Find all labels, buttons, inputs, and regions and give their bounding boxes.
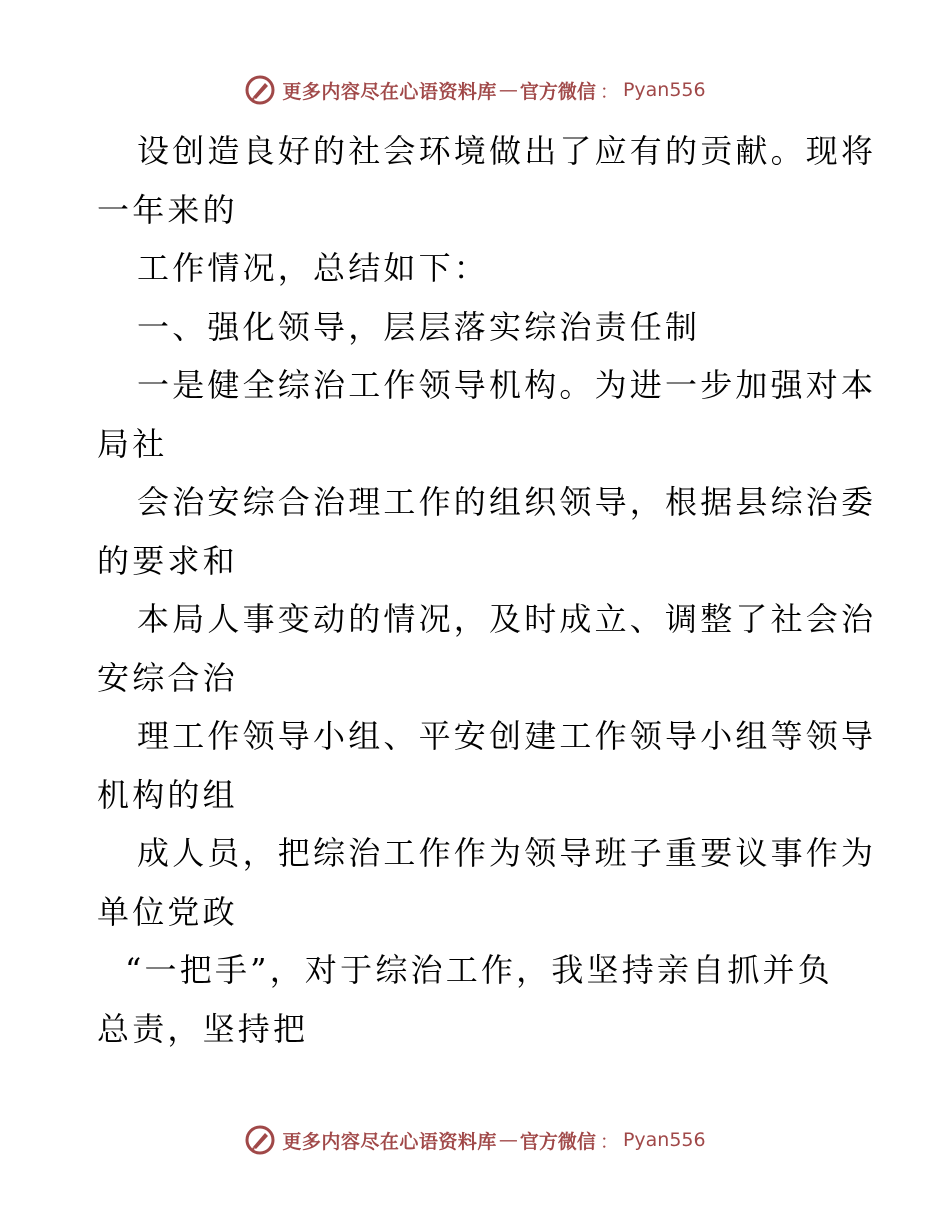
text-line: 一年来的: [97, 190, 238, 229]
text-line: 机构的组: [97, 775, 238, 814]
text-line: 设创造良好的社会环境做出了应有的贡献。现将: [137, 132, 877, 170]
watermark-colon: ：: [599, 1130, 619, 1153]
watermark-separator: —: [498, 79, 518, 101]
watermark-text: 更多内容尽在心语资料库: [282, 1130, 497, 1153]
pen-logo-icon: [244, 1124, 276, 1156]
watermark-id: Pyan556: [622, 79, 706, 101]
text-line: 会治安综合治理工作的组织领导，根据县综治委: [137, 483, 877, 521]
watermark-text: 更多内容尽在心语资料库: [282, 80, 497, 103]
watermark-separator: —: [498, 1129, 518, 1151]
watermark-footer: [0, 1120, 950, 1160]
text-line: 理工作领导小组、平安创建工作领导小组等领导: [137, 717, 877, 755]
text-line: 安综合治: [97, 658, 238, 697]
watermark-colon: ：: [599, 80, 619, 103]
text-line: 单位党政: [97, 892, 238, 931]
watermark-sub: 官方微信: [519, 1130, 596, 1153]
text-line: 的要求和: [97, 541, 238, 580]
document-body: [97, 122, 877, 1058]
text-line: 本局人事变动的情况，及时成立、调整了社会治: [137, 600, 877, 638]
text-line: 总责，坚持把: [97, 1009, 309, 1048]
pen-logo-icon: [244, 74, 276, 106]
watermark-header: [0, 70, 950, 110]
text-line: 局社: [97, 424, 168, 463]
watermark-sub: 官方微信: [519, 80, 596, 103]
text-line: 工作情况，总结如下：: [137, 249, 490, 287]
text-line: 一是健全综治工作领导机构。为进一步加强对本: [137, 366, 877, 404]
watermark-id: Pyan556: [622, 1129, 706, 1151]
section-heading: 一、强化领导，层层落实综治责任制: [137, 307, 701, 346]
text-line: “一把手”，对于综治工作，我坚持亲自抓并负: [125, 951, 833, 989]
text-line: 成人员，把综治工作作为领导班子重要议事作为: [137, 834, 877, 872]
